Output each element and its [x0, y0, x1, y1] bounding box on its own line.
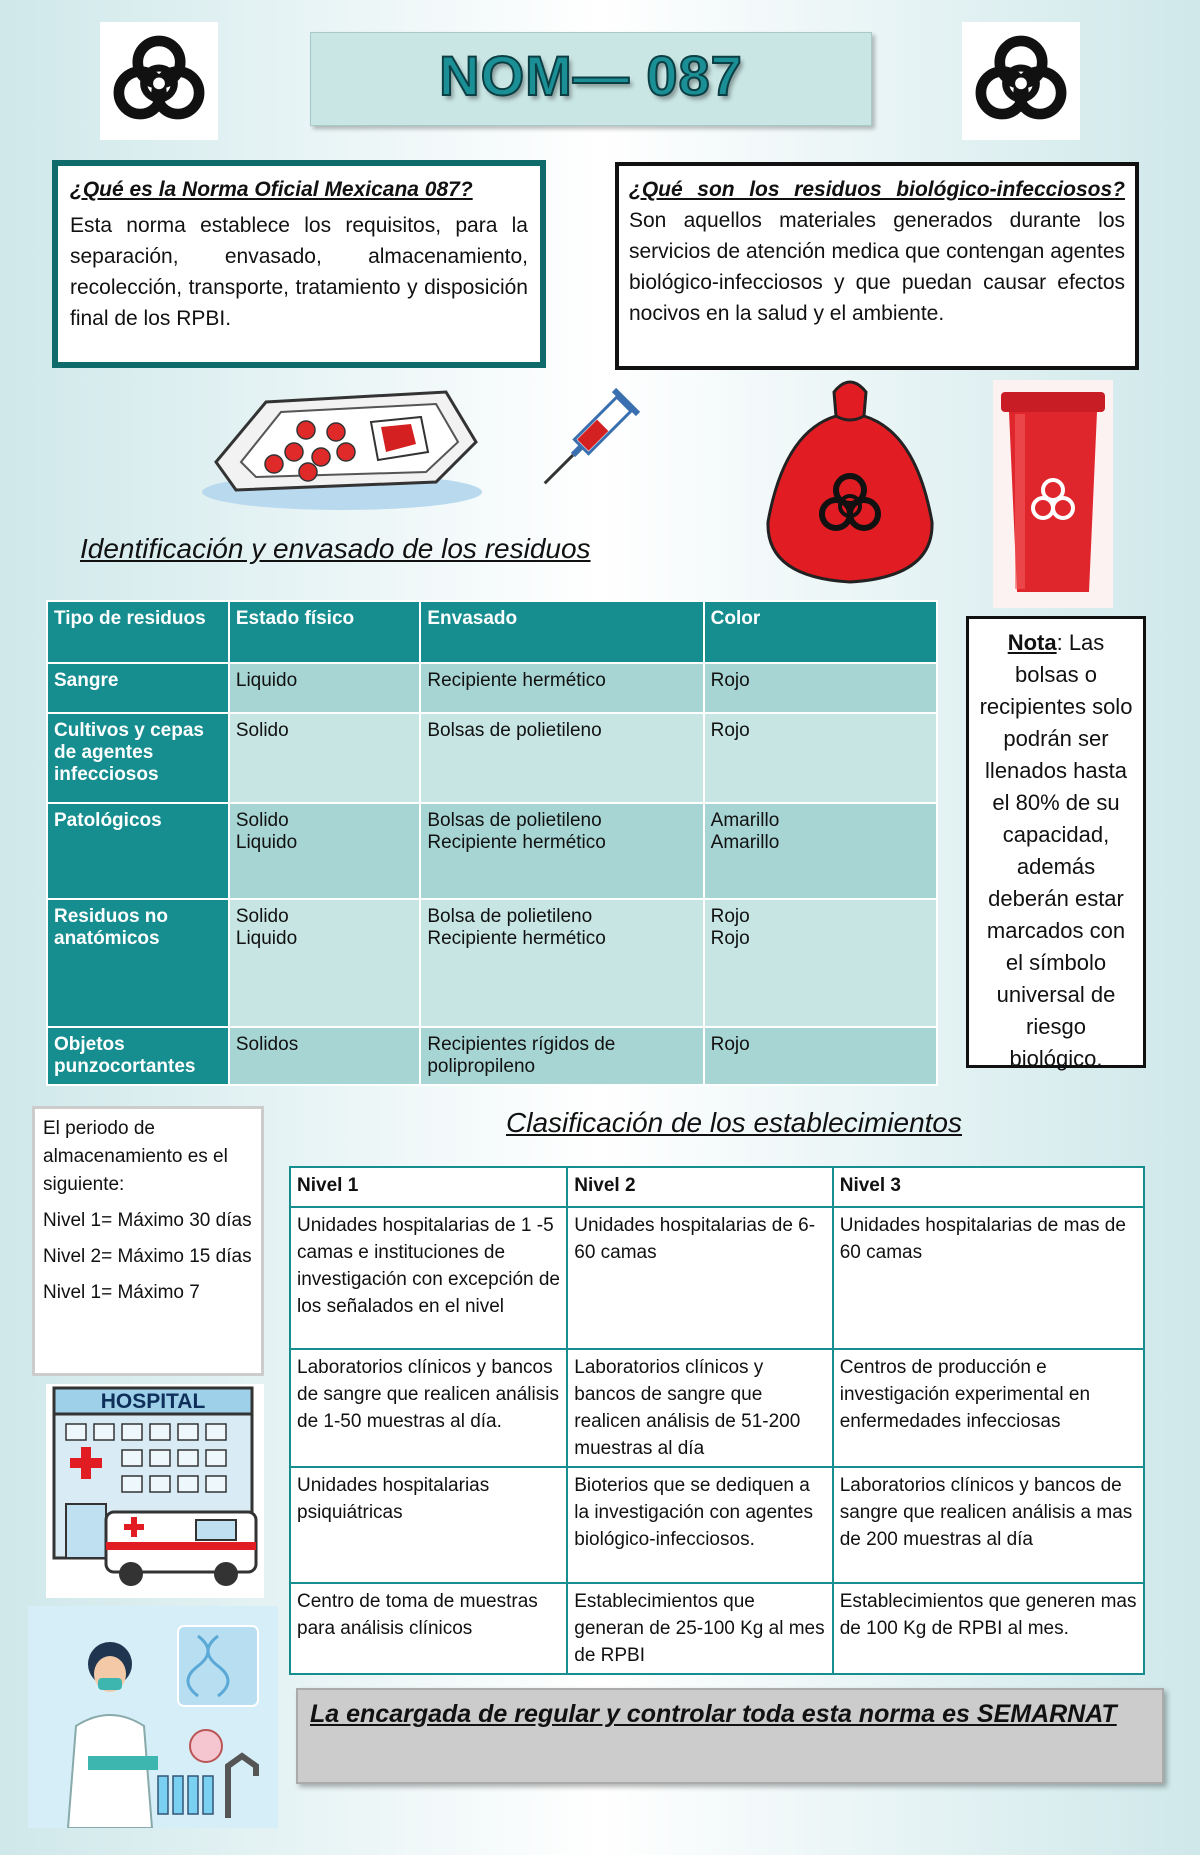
table-cell: Unidades hospitalarias de 1 -5 camas e instituciones de investigación con excepción de los señalados en el nivel [290, 1207, 567, 1349]
table-cell: Laboratorios clínicos y bancos de sangre que realicen análisis de 51-200 muestras al día [567, 1349, 832, 1467]
what-are-title: ¿Qué son los residuos biológico-infecciosos? [629, 178, 1125, 201]
table-row [290, 1467, 1144, 1583]
table-cell: Laboratorios clínicos y bancos de sangre que realicen análisis a mas de 200 muestras al día [833, 1467, 1144, 1583]
table-cell: Solido Liquido [229, 899, 420, 1027]
table-cell: Objetos punzocortantes [47, 1027, 229, 1085]
table-cell: Rojo Rojo [704, 899, 937, 1027]
table-cell: Bolsas de polietileno Recipiente hermético [420, 803, 703, 899]
table-row [290, 1349, 1144, 1467]
table-cell: Establecimientos que generen mas de 100 Kg de RPBI al mes. [833, 1583, 1144, 1674]
table-cell: Cultivos y cepas de agentes infecciosos [47, 713, 229, 803]
table-cell: Liquido [229, 663, 420, 713]
note-box [966, 616, 1146, 1071]
table-cell: Bolsa de polietileno Recipiente hermético [420, 899, 703, 1027]
table-cell: Sangre [47, 663, 229, 713]
identification-heading: Identificación y envasado de los residuos [80, 533, 591, 564]
table-cell: Bolsas de polietileno [420, 713, 703, 803]
what-is-title: ¿Qué es la Norma Oficial Mexicana 087? [70, 178, 473, 201]
table-cell: Laboratorios clínicos y bancos de sangre que realicen análisis de 1-50 muestras al día. [290, 1349, 567, 1467]
column-header: Estado físico [229, 601, 420, 663]
what-is-box [52, 160, 546, 368]
table-cell: Bioterios que se dediquen a la investigación con agentes biológico-infecciosos. [567, 1467, 832, 1583]
column-header: Nivel 1 [290, 1167, 567, 1207]
table-cell: Rojo [704, 1027, 937, 1085]
red-waste-bag-icon [756, 372, 944, 590]
what-are-text: Son aquellos materiales generados durante los servicios de atención medica que contengan agentes biológico-infecciosos y que puedan causar efectos nocivos en la salud y el ambiente. [629, 209, 1125, 325]
column-header: Nivel 2 [567, 1167, 832, 1207]
table-row [47, 899, 937, 1027]
regulator-footer: La encargada de regular y controlar toda esta norma es SEMARNAT [296, 1688, 1164, 1784]
tray-illustration [196, 382, 488, 512]
table-cell: Amarillo Amarillo [704, 803, 937, 899]
table-row [47, 663, 937, 713]
biohazard-icon [962, 22, 1080, 140]
table-cell: Centro de toma de muestras para análisis clínicos [290, 1583, 567, 1674]
table-cell: Recipientes rígidos de polipropileno [420, 1027, 703, 1085]
classification-table [289, 1166, 1145, 1675]
biohazard-icon [100, 22, 218, 140]
column-header: Color [704, 601, 937, 663]
column-header: Envasado [420, 601, 703, 663]
storage-item: Nivel 1= Máximo 7 [43, 1282, 200, 1303]
hospital-label: HOSPITAL [100, 1390, 206, 1413]
table-cell: Solido Liquido [229, 803, 420, 899]
note-label: Nota [1007, 630, 1057, 655]
title-banner [310, 32, 872, 126]
table-cell: Centros de producción e investigación experimental en enfermedades infecciosas [833, 1349, 1144, 1467]
note-text: : Las bolsas o recipientes solo podrán ser llenados hasta el 80% de su capacidad, además deberán estar marcados con el símbolo universal de riesgo biológico. [979, 630, 1133, 1071]
table-cell: Unidades hospitalarias psiquiátricas [290, 1467, 567, 1583]
table-cell: Unidades hospitalarias de mas de 60 camas [833, 1207, 1144, 1349]
table-cell: Solido [229, 713, 420, 803]
table-cell: Rojo [704, 713, 937, 803]
syringe-icon [520, 378, 650, 508]
table-row [290, 1583, 1144, 1674]
page-title: NOM— 087 [439, 44, 743, 107]
what-are-box [615, 162, 1139, 370]
storage-item: Nivel 2= Máximo 15 días [43, 1246, 252, 1267]
what-is-text: Esta norma establece los requisitos, para la separación, envasado, almacenamiento, recolección, transporte, tratamiento y disposición final de los RPBI. [70, 214, 528, 330]
hospital-building-icon [46, 1384, 264, 1598]
storage-period-box [32, 1106, 264, 1376]
table-cell: Unidades hospitalarias de 6-60 camas [567, 1207, 832, 1349]
table-cell: Recipiente hermético [420, 663, 703, 713]
table-row [290, 1207, 1144, 1349]
column-header: Nivel 3 [833, 1167, 1144, 1207]
table-row [47, 713, 937, 803]
table-cell: Solidos [229, 1027, 420, 1085]
what-are-paragraph [629, 174, 1125, 329]
hospital-illustration [46, 1384, 264, 1598]
table-row [47, 803, 937, 899]
waste-table [46, 600, 938, 1086]
storage-item: Nivel 1= Máximo 30 días [43, 1210, 252, 1231]
classification-heading: Clasificación de los establecimientos [506, 1107, 962, 1138]
table-cell: Residuos no anatómicos [47, 899, 229, 1027]
table-cell: Rojo [704, 663, 937, 713]
table-cell: Establecimientos que generan de 25-100 Kg al mes de RPBI [567, 1583, 832, 1674]
column-header: Tipo de residuos [47, 601, 229, 663]
table-cell: Patológicos [47, 803, 229, 899]
lab-scientist-illustration [28, 1606, 278, 1828]
red-waste-container-icon [993, 380, 1113, 608]
storage-intro: El periodo de almacenamiento es el siguiente: [43, 1118, 228, 1195]
table-row [47, 1027, 937, 1085]
